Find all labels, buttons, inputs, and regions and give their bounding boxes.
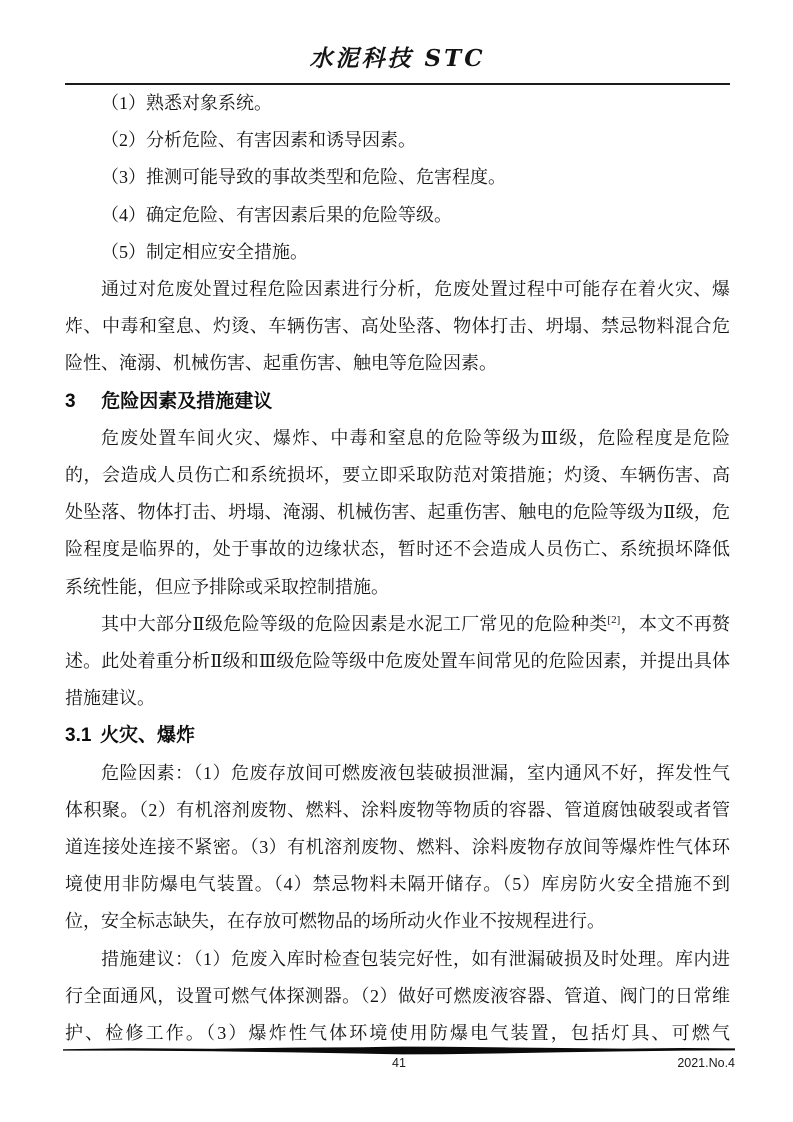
- page-number: 41: [392, 1056, 406, 1070]
- list-item-2: （2）分析危险、有害因素和诱导因素。: [101, 130, 416, 151]
- section-3-title: 危险因素及措施建议: [101, 390, 273, 412]
- page-content: [65, 0, 730, 1052]
- measures-paragraph: 措施建议：（1）危废入库时检查包装完好性，如有泄漏破损及时处理。库内进行全面通风，设置可燃气体探测器。（2）做好可燃废液容器、管道、阀门的日常维护、检修工作。（3）爆炸性气体环境使用防爆电气装置，包括灯具、可燃气: [65, 948, 730, 1044]
- hazards-paragraph: 危险因素：（1）危废存放间可燃废液包装破损泄漏，室内通风不好，挥发性气体积聚。（2）有机溶剂废物、燃料、涂料废物等物质的容器、管道腐蚀破裂或者管道连接处连接不紧密。（3）有机溶剂废物、燃料、涂料废物存放间等爆炸性气体环境使用非防爆电气装置。（4）禁忌物料未隔开储存。（5）库房防火安全措施不到位，安全标志缺失，在存放可燃物品的场所动火作业不按规程进行。: [65, 762, 730, 932]
- footer-rule: [63, 1046, 735, 1055]
- section-3-1-heading: [65, 717, 730, 754]
- paragraph-2-text-before-ref: 其中大部分Ⅱ级危险等级的危险因素是水泥工厂常见的危险种类: [101, 613, 608, 634]
- citation-ref-2: [2]: [607, 613, 621, 626]
- issue-label: 2021.No.4: [677, 1056, 735, 1070]
- section-3-paragraph-2: [65, 606, 730, 718]
- section-3-1-number: 3.1: [65, 725, 92, 747]
- paragraph-2-text-after-ref: ，本文不再赘述。此处着重分析Ⅱ级和Ⅲ级危险等级中危废处置车间常见的危险因素，并提出具体措施建议。: [65, 613, 731, 709]
- section-3-paragraph-1: 危废处置车间火灾、爆炸、中毒和窒息的危险等级为Ⅲ级，危险程度是危险的，会造成人员伤亡和系统损坏，要立即采取防范对策措施；灼烫、车辆伤害、高处坠落、物体打击、坍塌、淹溺、机械伤害、起重伤害、触电的危险等级为Ⅱ级，危险程度是临界的，处于事故的边缘状态，暂时还不会造成人员伤亡、系统损坏降低系统性能，但应予排除或采取控制措施。: [65, 427, 730, 597]
- journal-title: 水泥科技 STC: [309, 45, 486, 72]
- page-footer: [63, 1046, 735, 1074]
- list-item-5: （5）制定相应安全措施。: [101, 241, 308, 262]
- section-3-1-title: 火灾、爆炸: [99, 725, 195, 747]
- list-item-1: （1）熟悉对象系统。: [101, 93, 272, 113]
- article-body: [65, 85, 730, 1052]
- list-item-3: （3）推测可能导致的事故类型和危险、危害程度。: [101, 167, 506, 188]
- summary-paragraph: 通过对危废处置过程危险因素进行分析，危废处置过程中可能存在着火灾、爆炸、中毒和窒息、灼烫、车辆伤害、高处坠落、物体打击、坍塌、禁忌物料混合危险性、淹溺、机械伤害、起重伤害、触电等危险因素。: [65, 279, 730, 374]
- journal-header: [65, 0, 730, 85]
- list-item-4: （4）确定危险、有害因素后果的危险等级。: [101, 204, 452, 225]
- footer-meta: [63, 1056, 735, 1074]
- section-3-number: 3: [65, 390, 76, 412]
- section-3-heading: [65, 383, 730, 420]
